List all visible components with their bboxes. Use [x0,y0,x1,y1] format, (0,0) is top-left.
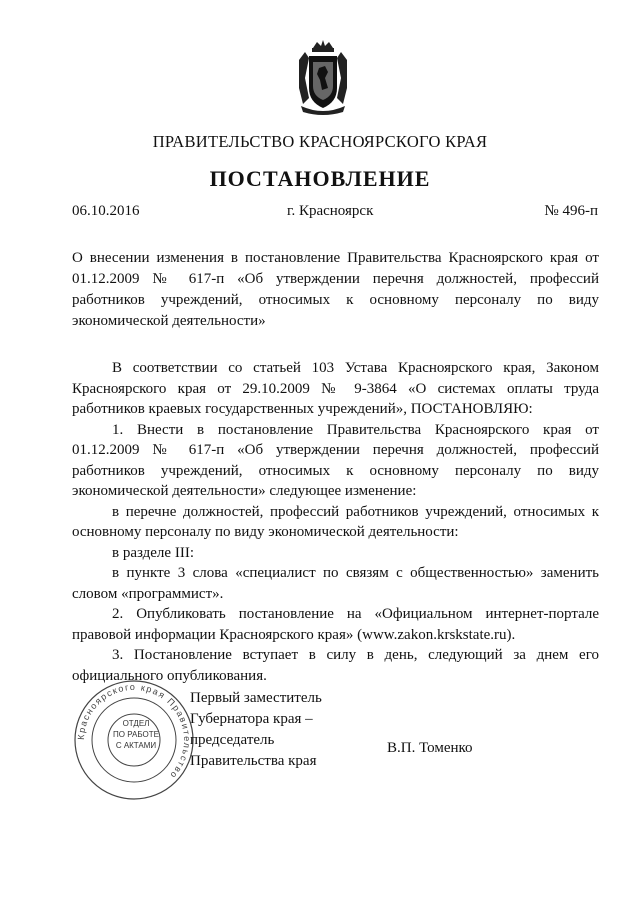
stamp-center-text: ОТДЕЛ ПО РАБОТЕ С АКТАМИ [113,719,159,750]
body-paragraph: 2. Опубликовать постановление на «Официальном интернет-портале правовой информации Красноярского края» (www.zakon.krskstate.ru). [72,606,599,643]
government-heading: ПРАВИТЕЛЬСТВО КРАСНОЯРСКОГО КРАЯ [152,132,488,151]
position-line: председатель [190,732,275,748]
document-date: 06.10.2016 [72,203,140,219]
document-number: № 496-п [544,203,598,219]
position-line: Первый заместитель [190,690,322,706]
position-line: Правительства края [190,753,317,769]
stamp-ring-text: Красноярского края Правительство [75,681,193,782]
document-body [72,358,599,686]
krasnoyarsk-crest-icon [295,38,351,116]
body-paragraph: 3. Постановление вступает в силу в день, следующий за днем его официального опубликования. [72,647,599,684]
signatory-position [190,688,322,772]
body-paragraph: в разделе III: [112,544,194,561]
document-subject: О внесении изменения в постановление Правительства Красноярского края от 01.12.2009 № 617-п «Об утверждении перечня должностей, профессий работников учреждений, относимых к основному персоналу по виду экономической деятельности» [72,250,599,329]
body-paragraph: в перечне должностей, профессий работников учреждений, относимых к основному персоналу по виду экономической деятельности: [72,503,599,540]
body-paragraph: в пункте 3 слова «специалист по связям с общественностью» заменить словом «программист». [72,565,599,602]
document-city: г. Красноярск [287,203,374,219]
body-paragraph: 1. Внести в постановление Правительства Красноярского края от 01.12.2009 № 617-п «Об утверждении перечня должностей, профессий работников учреждений, относимых к основному персоналу по виду экономической деятельности» следующее изменение: [72,421,599,499]
document-title: ПОСТАНОВЛЕНИЕ [209,166,431,191]
body-paragraph: В соответствии со статьей 103 Устава Красноярского края, Законом Красноярского края от 29.10.2009 № 9-3864 «О системах оплаты труда работников краевых государственных учреждений», ПОСТАНОВЛЯЮ: [72,360,599,417]
position-line: Губернатора края – [190,711,313,727]
signatory-name: В.П. Томенко [387,740,473,756]
